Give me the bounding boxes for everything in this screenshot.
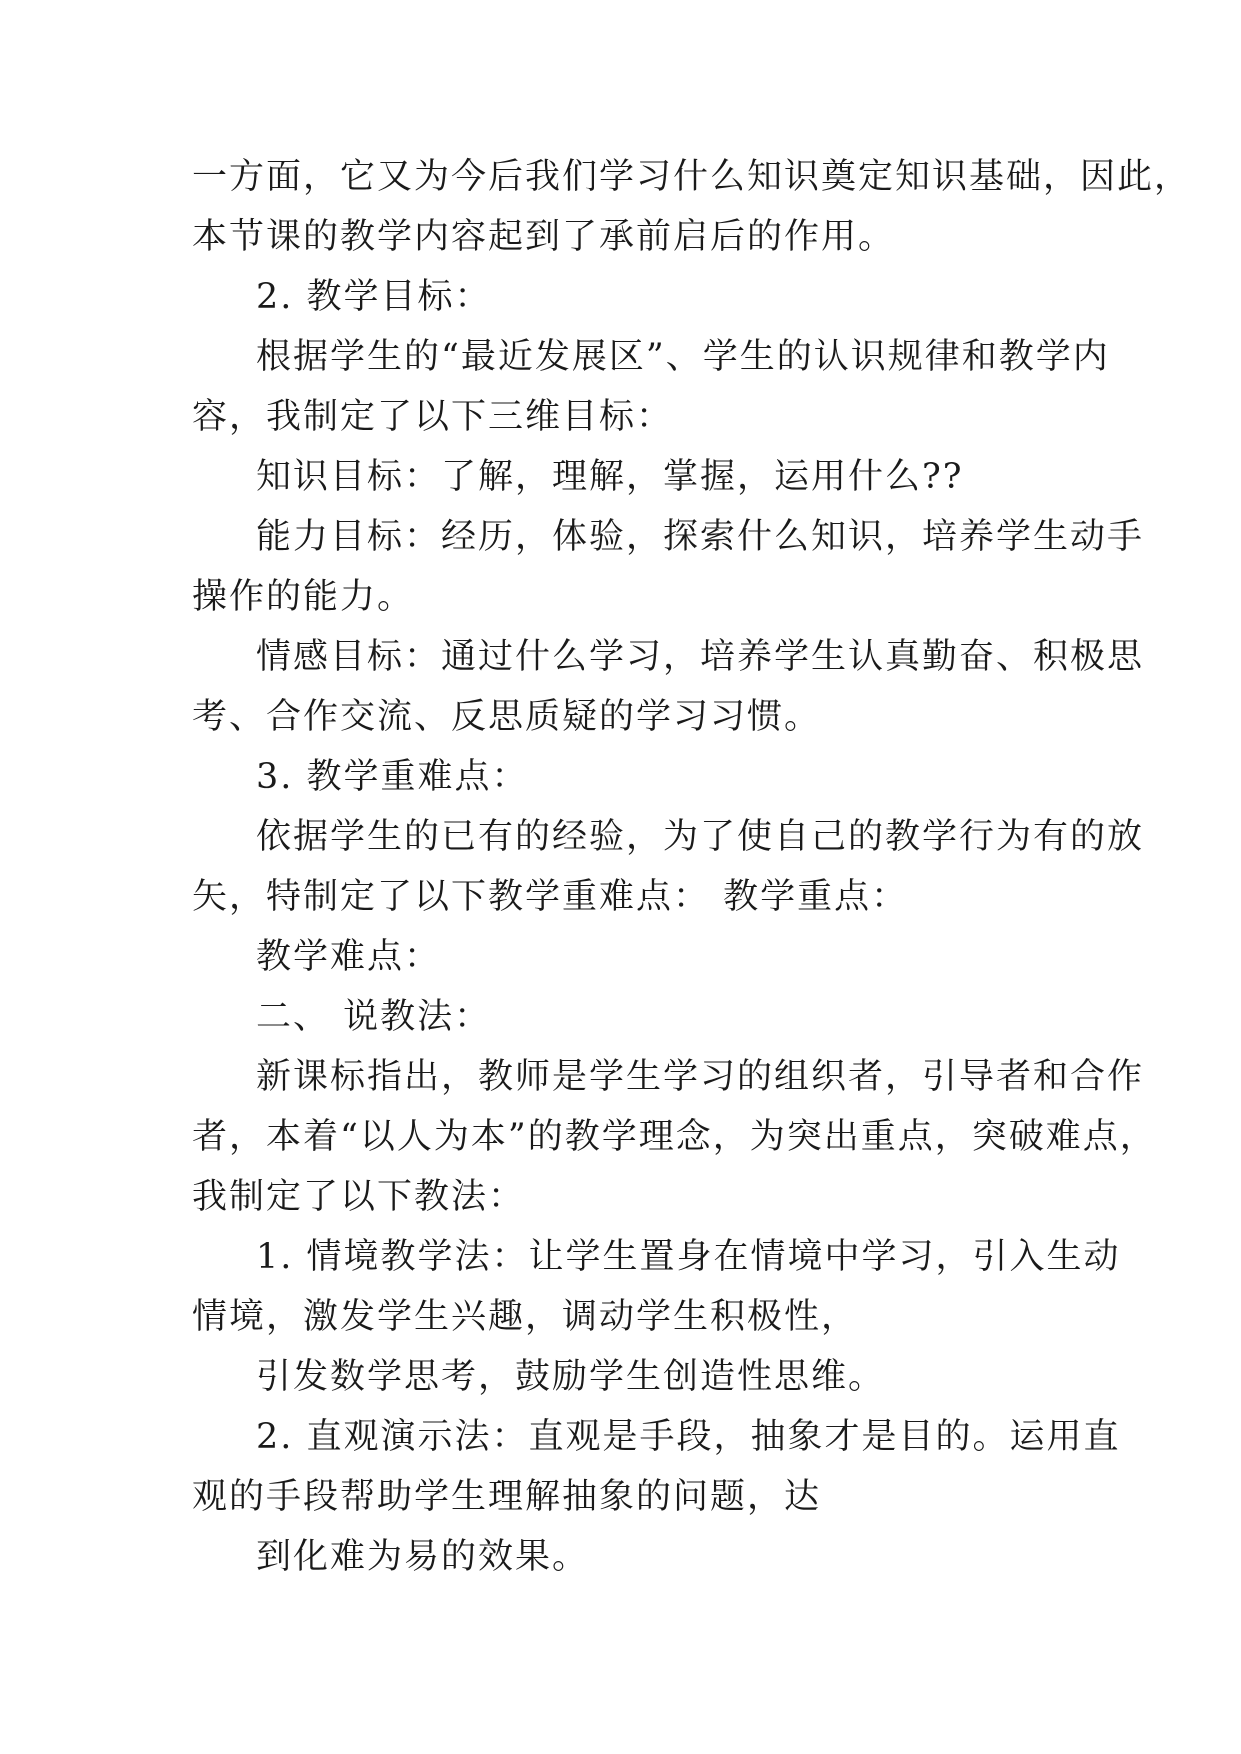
text-line: 观的手段帮助学生理解抽象的问题，达 — [192, 1477, 822, 1517]
text-line: 矢，特制定了以下教学重难点： 教学重点： — [192, 877, 909, 917]
text-line: 一方面，它又为今后我们学习什么知识奠定知识基础，因此， — [192, 157, 1192, 197]
section-heading: 3. 教学重难点： — [256, 757, 529, 797]
list-item: 1. 情境教学法：让学生置身在情境中学习，引入生动 — [256, 1237, 1121, 1277]
text-line: 新课标指出，教师是学生学习的组织者，引导者和合作 — [256, 1057, 1145, 1097]
text-line: 到化难为易的效果。 — [256, 1537, 590, 1577]
text-line: 情感目标：通过什么学习，培养学生认真勤奋、积极思 — [256, 637, 1145, 677]
section-heading: 二、 说教法： — [256, 997, 492, 1037]
text-line: 容，我制定了以下三维目标： — [192, 397, 674, 437]
text-line: 我制定了以下教法： — [192, 1177, 526, 1217]
text-line: 能力目标：经历，体验，探索什么知识，培养学生动手 — [256, 517, 1145, 557]
text-line: 本节课的教学内容起到了承前启后的作用。 — [192, 217, 896, 257]
text-line: 教学难点： — [256, 937, 442, 977]
text-line: 依据学生的已有的经验，为了使自己的教学行为有的放 — [256, 817, 1145, 857]
text-line: 操作的能力。 — [192, 577, 415, 617]
text-line: 者，本着“以人为本”的教学理念，为突出重点，突破难点， — [192, 1117, 1157, 1157]
text-line: 情境，激发学生兴趣，调动学生积极性， — [192, 1297, 859, 1337]
text-line: 引发数学思考，鼓励学生创造性思维。 — [256, 1357, 886, 1397]
text-line: 考、合作交流、反思质疑的学习习惯。 — [192, 697, 822, 737]
section-heading: 2. 教学目标： — [256, 277, 492, 317]
list-item: 2. 直观演示法：直观是手段，抽象才是目的。运用直 — [256, 1417, 1121, 1457]
text-line: 知识目标：了解，理解，掌握，运用什么?? — [256, 457, 964, 497]
text-line: 根据学生的“最近发展区”、学生的认识规律和教学内 — [256, 337, 1110, 377]
